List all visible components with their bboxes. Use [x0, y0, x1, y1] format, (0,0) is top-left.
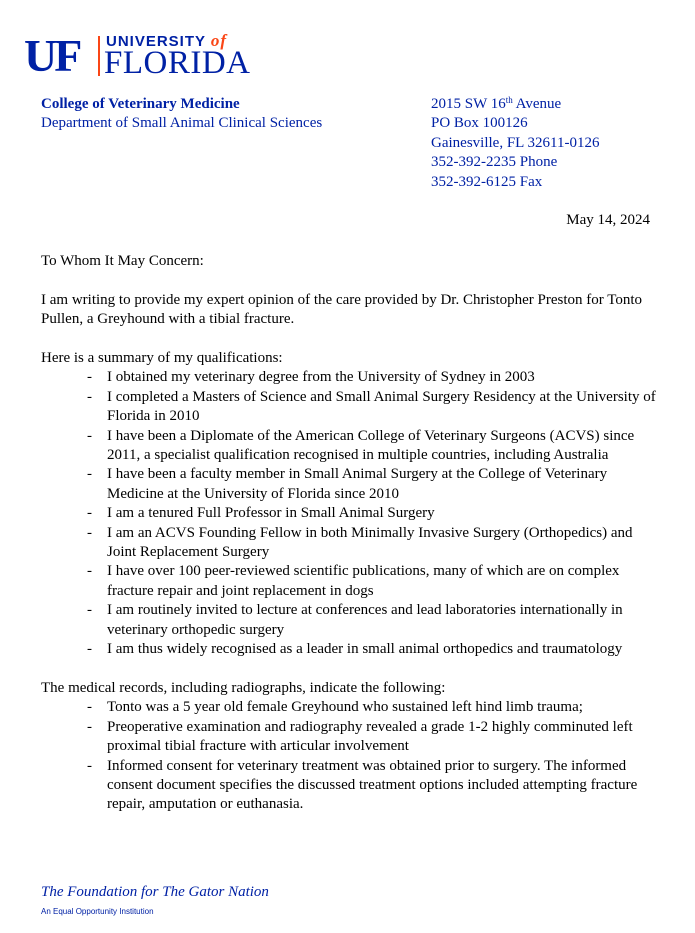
- department-name: Department of Small Animal Clinical Sciences: [41, 115, 323, 131]
- letter-body: [41, 252, 661, 834]
- qualifications-heading: Here is a summary of my qualifications:: [41, 350, 283, 366]
- qualifications-list: [41, 368, 661, 659]
- college-name: College of Veterinary Medicine: [41, 96, 240, 112]
- list-item: - Tonto was a 5 year old female Greyhound who sustained left hind limb trauma;: [107, 698, 661, 717]
- list-item: - Preoperative examination and radiography revealed a grade 1-2 highly comminuted left proximal tibial fracture with articular involvement: [107, 718, 661, 757]
- intro-paragraph: I am writing to provide my expert opinion of the care provided by Dr. Christopher Preston for Tonto Pullen, a Greyhound with a tibial fracture.: [41, 291, 643, 328]
- list-item: - I obtained my veterinary degree from the University of Sydney in 2003: [107, 368, 661, 387]
- list-item: - I completed a Masters of Science and Small Animal Surgery Residency at the University of Florida in 2010: [107, 388, 661, 427]
- logo-university: UNIVERSITY of: [106, 31, 228, 50]
- uf-logo: [24, 30, 254, 80]
- list-item: - I am a tenured Full Professor in Small Animal Surgery: [107, 504, 661, 523]
- uf-monogram: UF: [24, 30, 80, 81]
- logo-divider: [98, 36, 100, 76]
- records-heading: The medical records, including radiographs, indicate the following:: [41, 679, 446, 696]
- list-item: - I have been a faculty member in Small Animal Surgery at the College of Veterinary Medicine at the University of Florida since 2010: [107, 465, 661, 504]
- salutation: To Whom It May Concern:: [41, 253, 204, 269]
- phone: 352-392-2235 Phone: [431, 154, 558, 171]
- address-block: [431, 95, 599, 192]
- list-item: - I have over 100 peer-reviewed scientific publications, many of which are on complex fracture repair and joint replacement in dogs: [107, 562, 661, 601]
- department-block: [41, 95, 322, 133]
- list-item: - Informed consent for veterinary treatment was obtained prior to surgery. The informed consent document specifies the discussed treatment options included attempting fracture repair, amputation or euthanasia.: [107, 757, 661, 815]
- logo-florida: FLORIDA: [104, 45, 251, 81]
- list-item: - I have been a Diplomate of the American College of Veterinary Surgeons (ACVS) since 2011, a specialist qualification recognised in multiple countries, including Australia: [107, 427, 661, 466]
- list-item: - I am an ACVS Founding Fellow in both Minimally Invasive Surgery (Orthopedics) and Joint Replacement Surgery: [107, 524, 661, 563]
- footer-motto: The Foundation for The Gator Nation: [41, 884, 269, 900]
- list-item: - I am thus widely recognised as a leader in small animal orthopedics and traumatology: [107, 640, 661, 659]
- letter-date: May 14, 2024: [566, 212, 650, 228]
- records-list: [41, 698, 661, 814]
- po-box: PO Box 100126: [431, 115, 528, 132]
- equal-opportunity-note: An Equal Opportunity Institution: [41, 907, 154, 916]
- city-line: Gainesville, FL 32611-0126: [431, 134, 600, 151]
- street-address: 2015 SW 16th Avenue: [431, 95, 562, 112]
- list-item: - I am routinely invited to lecture at conferences and lead laboratories internationally in veterinary orthopedic surgery: [107, 601, 661, 640]
- fax: 352-392-6125 Fax: [431, 173, 543, 190]
